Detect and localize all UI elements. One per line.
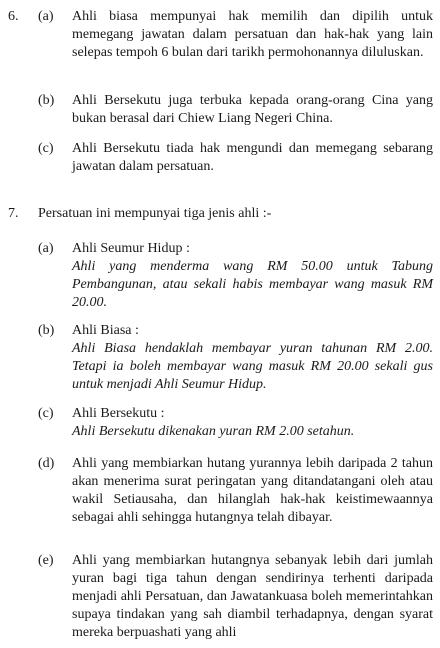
item-label: (c) [38,406,54,421]
item-label: (b) [38,93,55,108]
section-7-item-e [38,552,433,642]
item-label: (a) [38,241,54,256]
section-7-item-c [38,405,433,441]
item-text: Ahli Biasa hendaklah membayar yuran tahunan RM 2.00. Tetapi ia boleh membayar wang masuk RM 20.00 sekali gus untuk menjadi Ahli Seumur Hidup. [72,341,433,392]
section-7-intro: Persatuan ini mempunyai tiga jenis ahli :- [38,206,272,221]
section-7-item-b [38,322,433,394]
item-text: Ahli biasa mempunyai hak memilih dan dipilih untuk memegang jawatan dalam persatuan dan hak-hak yang lain selepas tempoh 6 bulan dari tarikh permohonannya diluluskan. [72,9,433,60]
item-text: Ahli Bersekutu dikenakan yuran RM 2.00 setahun. [72,424,355,439]
item-text: Ahli Bersekutu juga terbuka kepada orang-orang Cina yang bukan berasal dari Chiew Liang Negeri China. [72,93,433,126]
section-7-number: 7. [8,206,19,221]
item-label: (b) [38,323,55,338]
item-label: (c) [38,141,54,156]
section-6-item-a [38,8,433,62]
item-label: (e) [38,553,54,568]
section-6-number: 6. [8,9,19,24]
item-heading: Ahli Biasa : [72,323,139,338]
item-heading: Ahli Seumur Hidup : [72,241,190,256]
section-6-item-b [38,92,433,128]
item-label: (d) [38,456,55,471]
section-7-item-d [38,455,433,527]
section-7-item-a [38,240,433,312]
item-text: Ahli yang membiarkan hutang yurannya lebih daripada 2 tahun akan menerima surat peringatan yang ditandatangani oleh atau wakil Setiausaha, dan hilanglah hak-hak keistimewaannya sebagai ahli sehingga hutangnya telah dibayar. [72,456,433,525]
item-text: Ahli yang menderma wang RM 50.00 untuk Tabung Pembangunan, atau sekali habis membayar wang masuk RM 20.00. [72,259,433,310]
item-heading: Ahli Bersekutu : [72,406,165,421]
item-text: Ahli Bersekutu tiada hak mengundi dan memegang sebarang jawatan dalam persatuan. [72,141,433,174]
item-label: (a) [38,9,54,24]
item-text: Ahli yang membiarkan hutangnya sebanyak lebih dari jumlah yuran bagi tiga tahun dengan sendirinya terhenti daripada menjadi ahli Persatuan, dan Jawatankuasa boleh memerintahkan supaya tindakan yang sah diambil terhadapnya, dengan syarat mereka berpuashati yang ahli [72,553,433,640]
section-6-item-c [38,140,433,176]
